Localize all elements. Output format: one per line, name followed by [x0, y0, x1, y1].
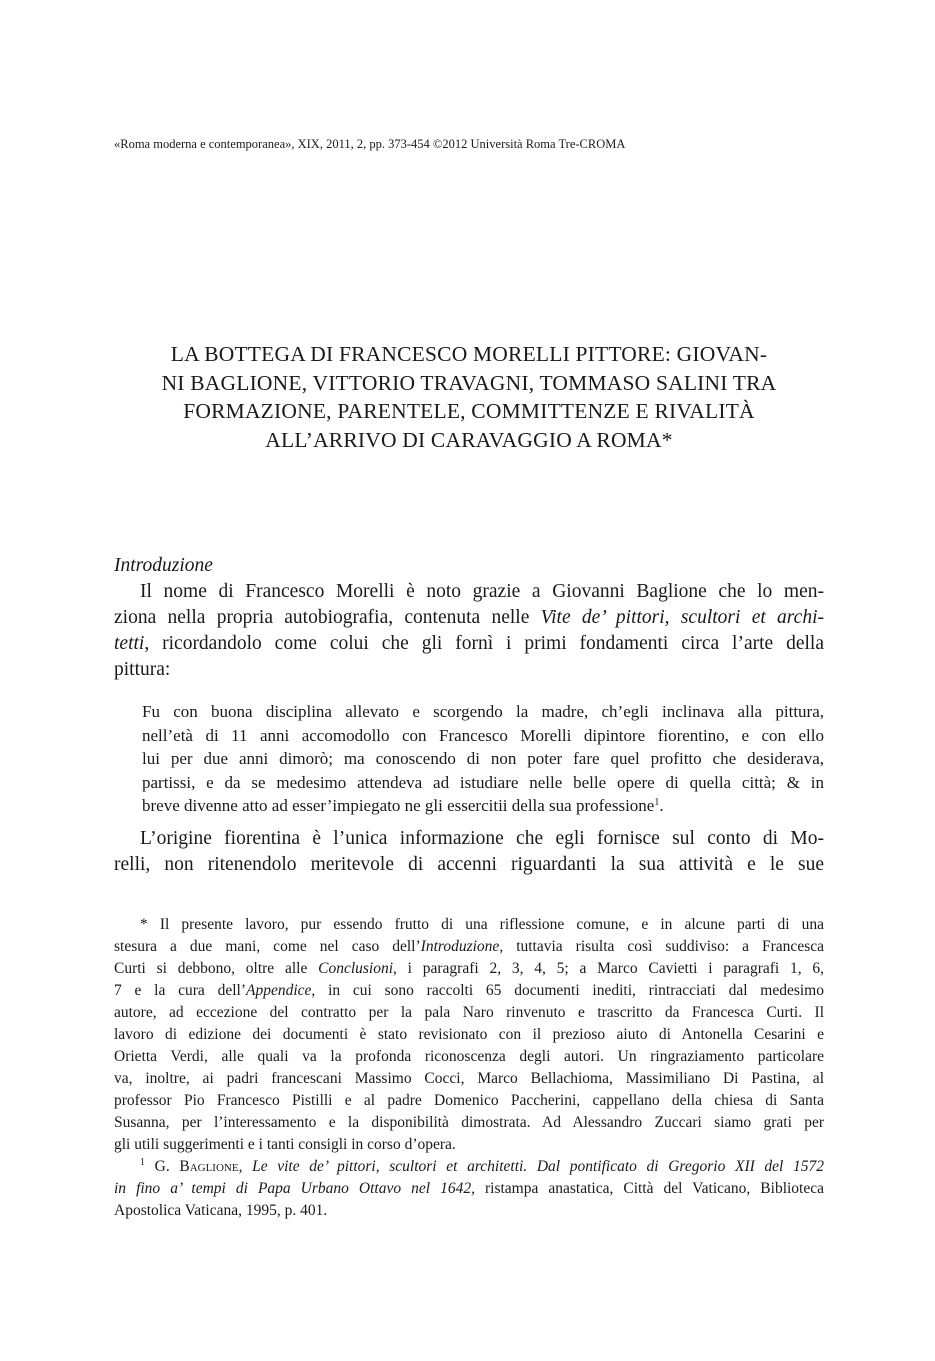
- text-line: [114, 605, 824, 631]
- text-line: pittura:: [114, 659, 171, 680]
- book-title: in fino a’ tempi di Papa Urbano Ottavo nel 1642: [114, 1180, 472, 1197]
- book-title: Vite de’ pittori, scultori et archi-: [540, 607, 824, 628]
- footnote-line: gli utili suggerimenti e i tanti consigli in corso d’opera.: [114, 1136, 456, 1153]
- footnote-line: Orietta Verdi, alle quali va la profonda riconoscenza degli autori. Un ringraziamento particolare: [114, 1048, 824, 1065]
- title-line: NI BAGLIONE, VITTORIO TRAVAGNI, TOMMASO SALINI TRA: [161, 370, 777, 395]
- text-line: Il nome di Francesco Morelli è noto grazie a Giovanni Baglione che lo men-: [140, 581, 824, 602]
- quote-line: lui per due anni dimorò; ma conoscendo di non poter fare quel profitto che desiderava,: [142, 749, 824, 768]
- text-span: ,: [238, 1158, 253, 1175]
- footnote-number: 1: [140, 1157, 145, 1168]
- section-heading: Introduzione: [114, 555, 213, 576]
- text-span: , ristampa anastatica, Città del Vaticano, Biblioteca: [471, 1180, 824, 1197]
- book-title: Le vite de’ pittori, scultori et architetti. Dal pontificato di Gregorio XII del 1572: [252, 1158, 824, 1175]
- text-span: , tuttavia risulta così suddiviso: a Francesca: [499, 938, 824, 955]
- text-span: 7 e la cura dell’: [114, 982, 246, 999]
- title-line: FORMAZIONE, PARENTELE, COMMITTENZE E RIVALITÀ: [183, 399, 755, 423]
- text-line: [114, 631, 824, 657]
- text-span: ziona nella propria autobiografia, contenuta nelle: [114, 607, 541, 628]
- text-span: breve divenne atto ad esser’impiegato ne gli essercitii della sua professione: [142, 796, 655, 815]
- footnotes: [114, 914, 824, 1222]
- footnote-line: Apostolica Vaticana, 1995, p. 401.: [114, 1202, 328, 1219]
- quote-line: Fu con buona disciplina allevato e scorgendo la madre, ch’egli inclinava alla pittura,: [142, 702, 824, 721]
- text-span: stesura a due mani, come nel caso dell’: [114, 938, 421, 955]
- text-span: , ricordandolo come colui che gli fornì i primi fondamenti circa l’arte della: [144, 633, 824, 654]
- footnote-line: autore, ad eccezione del contratto per la pala Naro rinvenuto e trascritto da Francesca Curti. Il: [114, 1004, 824, 1021]
- quote-line: [142, 794, 824, 818]
- italic-term: Appendice: [246, 982, 312, 999]
- footnote-line: va, inoltre, ai padri francescani Massimo Cocci, Marco Bellachioma, Massimiliano Di Pastina, al: [114, 1070, 824, 1087]
- block-quote: [142, 700, 824, 818]
- footnote-line: [114, 1178, 824, 1200]
- footnote-line: [114, 936, 824, 958]
- text-line: relli, non ritenendolo meritevole di accenni riguardanti la sua attività e le sue: [114, 854, 824, 875]
- footnote-line: [114, 958, 824, 980]
- book-title: tetti: [114, 633, 145, 654]
- footnote-line: Susanna, per l’interessamento e la disponibilità dimostrata. Ad Alessandro Zuccari siamo grati per: [114, 1114, 824, 1131]
- text-span: , i paragrafi 2, 3, 4, 5; a Marco Cavietti i paragrafi 1, 6,: [393, 960, 825, 977]
- text-span: , in cui sono raccolti 65 documenti inediti, rintracciati dal medesimo: [311, 982, 824, 999]
- title-line: LA BOTTEGA DI FRANCESCO MORELLI PITTORE: GIOVAN-: [170, 342, 768, 366]
- italic-term: Conclusioni: [318, 960, 394, 977]
- quote-line: partissi, e da se medesimo attendeva ad istudiare nelle belle opere di quella città; & in: [142, 772, 824, 792]
- title-line: ALL’ARRIVO DI CARAVAGGIO A ROMA*: [265, 427, 673, 452]
- text-span: G.: [145, 1158, 180, 1175]
- italic-term: Introduzione: [420, 938, 500, 955]
- article-title: [114, 340, 824, 454]
- paragraph-intro: [114, 579, 824, 683]
- footnote-line: * Il presente lavoro, pur essendo frutto di una riflessione comune, e in alcune parti di una: [140, 916, 824, 933]
- text-span: Curti si debbono, oltre alle: [114, 960, 319, 977]
- footnote-ref: 1: [654, 797, 660, 808]
- footnote-line: professor Pio Francesco Pistilli e al padre Domenico Paccherini, cappellano della chiesa di Santa: [114, 1092, 824, 1109]
- footnote-line: [114, 980, 824, 1002]
- running-head: «Roma moderna e contemporanea», XIX, 2011, 2, pp. 373-454 ©2012 Università Roma Tre-CROMA: [114, 137, 626, 151]
- footnote-line: lavoro di edizione dei documenti è stato revisionato con il prezioso aiuto di Antonella Cesarini e: [114, 1026, 824, 1043]
- text-span: .: [659, 796, 664, 815]
- footnote-line: [114, 1156, 824, 1178]
- paragraph-origin: [114, 826, 824, 878]
- quote-line: nell’età di 11 anni accomodollo con Francesco Morelli dipintore fiorentino, e con ello: [142, 725, 824, 745]
- author-name: Baglione: [179, 1158, 239, 1175]
- text-line: L’origine fiorentina è l’unica informazione che egli fornisce sul conto di Mo-: [140, 828, 824, 849]
